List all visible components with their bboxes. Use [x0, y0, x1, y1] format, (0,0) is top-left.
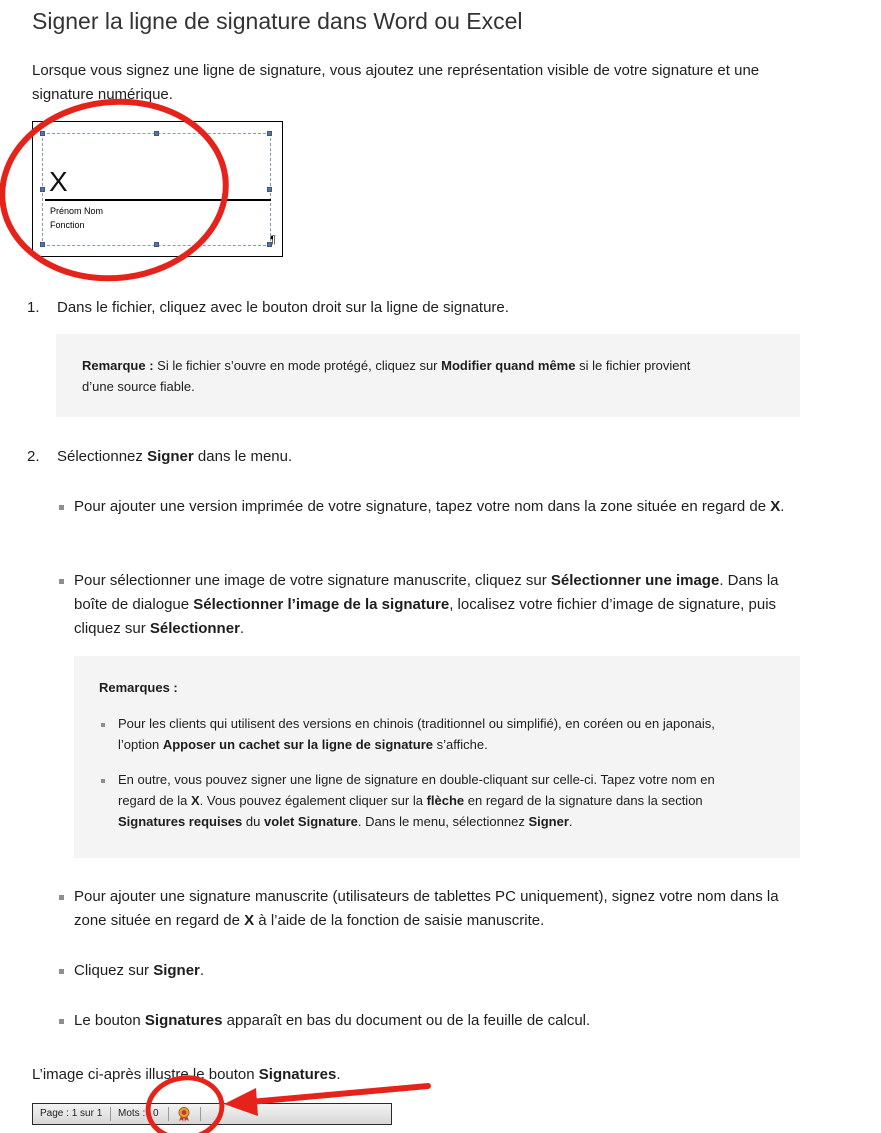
pilcrow-mark: ¶ — [270, 234, 276, 246]
bullet — [59, 969, 64, 974]
intro-paragraph: Lorsque vous signez une ligne de signature, vous ajoutez une représentation visible de votre signature et une signature numérique. — [32, 62, 760, 103]
bullet — [101, 779, 105, 783]
signature-frame — [42, 133, 271, 246]
list-item: Le bouton Signatures apparaît en bas du document ou de la feuille de calcul. — [74, 1012, 591, 1029]
signer-role: Fonction — [50, 220, 85, 230]
list-item: Pour ajouter une version imprimée de votre signature, tapez votre nom dans la zone située en regard de X. — [74, 498, 785, 515]
resize-handle — [40, 187, 45, 192]
resize-handle — [154, 131, 159, 136]
note-item: Pour les clients qui utilisent des versions en chinois (traditionnel ou simplifié), en coréen ou en japonais, l’option Apposer un cachet sur la ligne de signature s’affiche. — [118, 716, 715, 752]
signer-name: Prénom Nom — [50, 206, 104, 216]
word-count-label: Mots : — [118, 1108, 146, 1119]
bullet — [59, 505, 64, 510]
resize-handle — [40, 131, 45, 136]
signature-x-mark: X — [49, 166, 68, 197]
step-number: 2. — [27, 448, 40, 465]
resize-handle — [40, 242, 45, 247]
step-text: Dans le fichier, cliquez avec le bouton droit sur la ligne de signature. — [57, 299, 509, 316]
word-count-value: 0 — [153, 1108, 159, 1119]
note-text: Remarque : Si le fichier s’ouvre en mode protégé, cliquez sur Modifier quand même si le fichier provient d’une source fiable. — [82, 358, 691, 394]
page-title: Signer la ligne de signature dans Word ou Excel — [32, 8, 523, 34]
note-box — [56, 334, 800, 417]
signature-ribbon-icon — [176, 1106, 192, 1122]
step-number: 1. — [27, 299, 40, 316]
signature-rule — [45, 199, 271, 201]
closing-paragraph: L’image ci-après illustre le bouton Signatures. — [32, 1066, 341, 1083]
list-item: Cliquez sur Signer. — [74, 962, 205, 979]
notes-label: Remarques : — [99, 680, 178, 695]
page-indicator: Page : 1 sur 1 — [40, 1108, 103, 1119]
signatures-button[interactable] — [176, 1106, 192, 1122]
resize-handle — [267, 131, 272, 136]
word-status-bar — [32, 1103, 392, 1125]
note-label: Remarque : — [82, 358, 154, 373]
bullet — [59, 895, 64, 900]
step-text: Sélectionnez Signer dans le menu. — [57, 448, 293, 465]
resize-handle — [267, 187, 272, 192]
list-item: Pour ajouter une signature manuscrite (utilisateurs de tablettes PC uniquement), signez votre nom dans la zone située en regard de X à l’aide de la fonction de saisie manuscrite. — [74, 888, 779, 929]
bullet — [101, 723, 105, 727]
resize-handle — [154, 242, 159, 247]
signer-details — [50, 204, 103, 232]
list-item: Pour sélectionner une image de votre signature manuscrite, cliquez sur Sélectionner une image. Dans la boîte de dialogue Sélectionner l’image de la signature, localisez votre fichier d’image de signature, puis cliquez sur Sélectionner. — [74, 572, 779, 637]
note-item: En outre, vous pouvez signer une ligne de signature en double-cliquant sur celle-ci. Tapez votre nom en regard de la X. Vous pouvez également cliquer sur la flèche en regard de la signature dans la section Signatures requises du volet Signature. Dans le menu, sélectionnez Signer. — [118, 772, 715, 829]
signature-line-image — [32, 121, 283, 257]
notes-box — [74, 656, 800, 858]
bullet — [59, 579, 64, 584]
bullet — [59, 1019, 64, 1024]
